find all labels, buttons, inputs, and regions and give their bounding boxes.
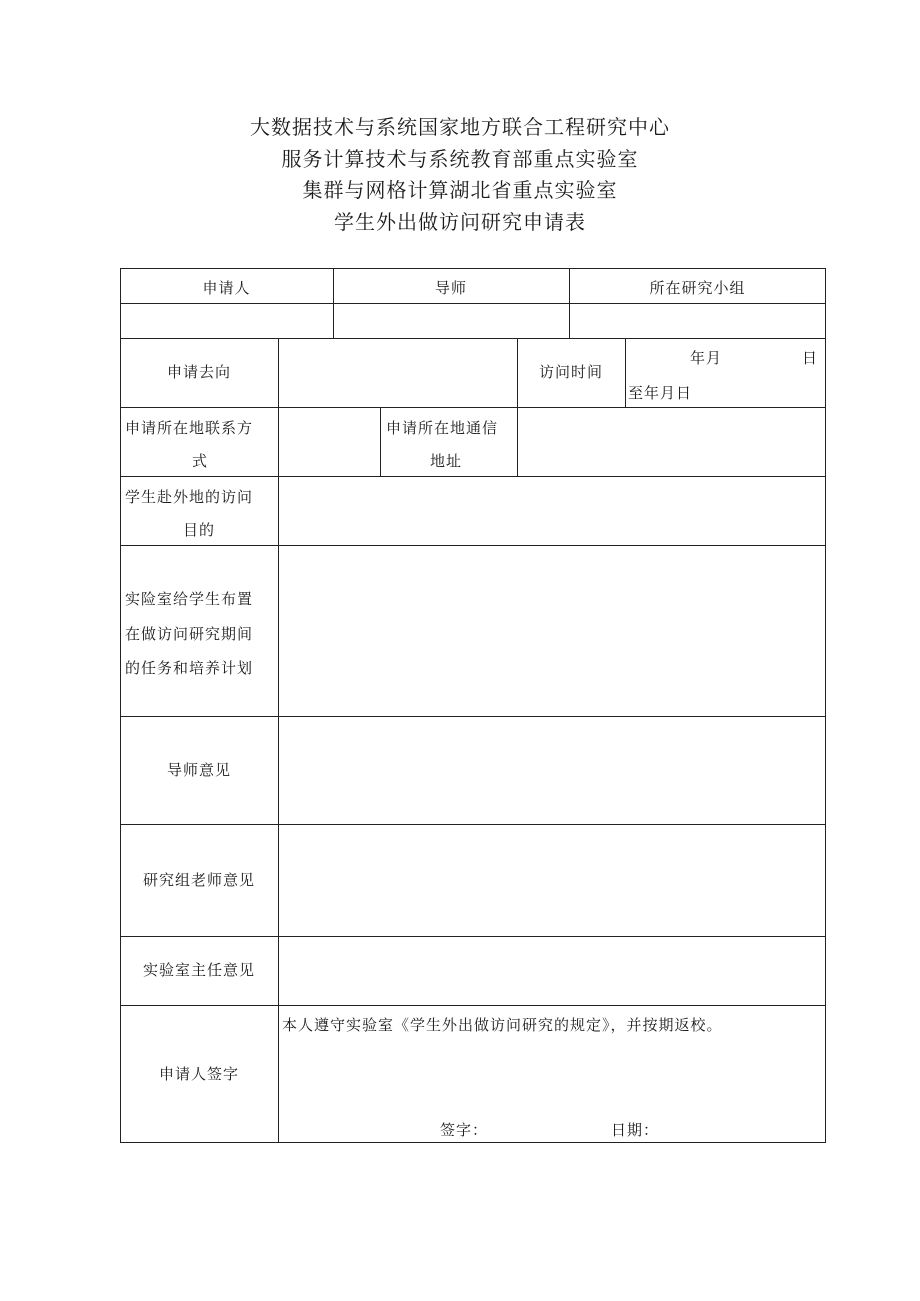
applicant-signature-label: 申请人签字 <box>158 1064 239 1083</box>
director-opinion-field[interactable] <box>279 937 825 1005</box>
signature-field-label[interactable]: 签字： <box>440 1121 489 1139</box>
destination-field[interactable] <box>279 339 517 407</box>
document-header <box>0 112 920 238</box>
research-group-field[interactable] <box>570 304 825 338</box>
plan-label-line1: 实险室给学生布置 <box>125 590 254 608</box>
visit-time-label: 访问时间 <box>538 363 603 381</box>
pledge-text: 本人遵守实验室《学生外出做访问研究的规定》，并按期返校。 <box>282 1016 723 1034</box>
purpose-field[interactable] <box>279 477 825 545</box>
advisor-header: 导师 <box>434 279 467 297</box>
destination-label: 申请去向 <box>166 363 231 381</box>
header-line-3: 集群与网格计算湖北省重点实验室 <box>302 178 618 202</box>
applicant-field[interactable] <box>121 304 333 338</box>
advisor-field[interactable] <box>334 304 569 338</box>
plan-label-line3: 的任务和培养计划 <box>125 659 254 677</box>
form-title: 学生外出做访问研究申请表 <box>334 209 586 234</box>
contact-field[interactable] <box>279 408 380 476</box>
plan-label-line2: 在做访问研究期间 <box>125 625 254 643</box>
visit-date-start-year-month: 年月 <box>690 349 723 367</box>
header-line-1: 大数据技术与系统国家地方联合工程研究中心 <box>250 115 670 139</box>
contact-label-line2: 式 <box>192 452 209 470</box>
plan-field[interactable] <box>279 546 825 716</box>
advisor-opinion-field[interactable] <box>279 717 825 824</box>
header-line-2: 服务计算技术与系统教育部重点实验室 <box>281 146 639 171</box>
purpose-label-line2: 目的 <box>183 521 216 539</box>
contact-label-line1: 申请所在地联系方 <box>125 419 254 437</box>
group-teacher-opinion-label: 研究组老师意见 <box>142 870 255 889</box>
advisor-opinion-label: 导师意见 <box>166 760 231 779</box>
col-divider <box>380 407 381 476</box>
research-group-header: 所在研究小组 <box>649 279 746 297</box>
applicant-header: 申请人 <box>202 279 251 297</box>
date-field-label[interactable]: 日期： <box>611 1121 660 1139</box>
visit-date-start-day: 日 <box>802 349 819 367</box>
address-label-line2: 地址 <box>430 452 463 470</box>
address-label-line1: 申请所在地通信 <box>386 419 499 437</box>
address-field[interactable] <box>518 408 825 476</box>
visit-date-end: 至年月日 <box>628 384 693 402</box>
purpose-label-line1: 学生赴外地的访问 <box>125 488 254 506</box>
group-teacher-opinion-field[interactable] <box>279 825 825 936</box>
director-opinion-label: 实验室主任意见 <box>142 961 255 979</box>
